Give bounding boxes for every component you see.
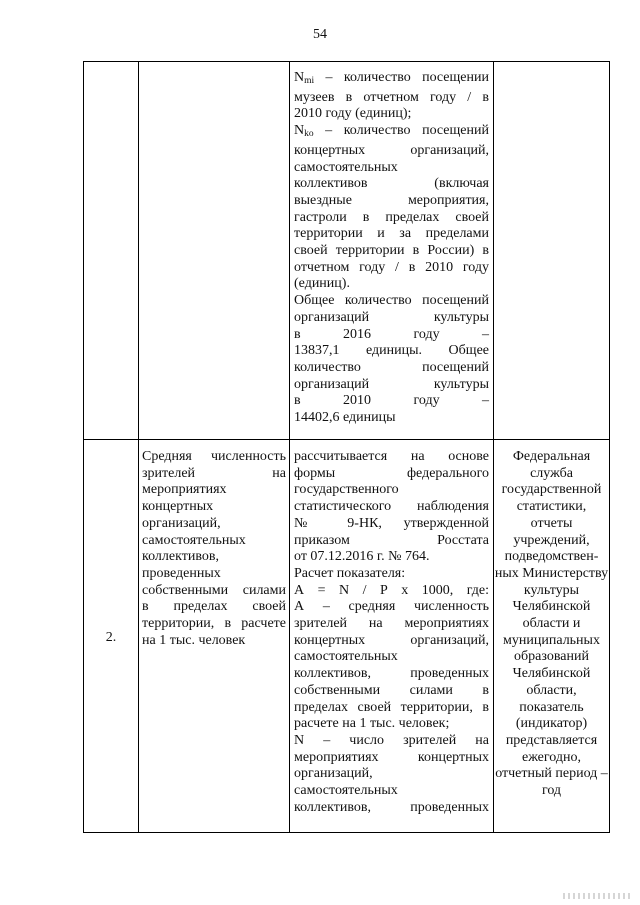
text-line: № 9-НК, утвержденной <box>294 515 489 531</box>
text-line: выездные мероприятия, <box>294 192 489 208</box>
source-line: Федеральная <box>512 449 591 464</box>
text-line: музеев в отчетном году / в <box>294 89 489 105</box>
source-line: отчеты <box>530 515 573 531</box>
text-line: самостоятельных <box>294 649 398 665</box>
row1-method-cell <box>294 70 489 427</box>
source-line: представляется <box>505 732 598 748</box>
row2-method-cell <box>294 449 489 816</box>
text-line: 13837,1 единицы. Общее <box>294 343 489 359</box>
text-line: зрителей на мероприятиях <box>294 616 489 632</box>
text-line: мероприятиях концертных <box>294 749 489 765</box>
source-line: области и <box>522 616 581 632</box>
text-line: организаций культуры <box>294 309 489 325</box>
text-line: расчете на 1 тыс. человек; <box>294 716 450 732</box>
line-text: – количество посещений <box>313 123 489 139</box>
source-line: служба <box>530 465 573 481</box>
text-line: от 07.12.2016 г. № 764. <box>294 549 430 565</box>
text-line: мероприятиях <box>142 482 227 498</box>
text-line: в 2016 году – <box>294 326 489 342</box>
text-line: Средняя численность <box>142 449 286 464</box>
subscript-text: ko <box>304 129 314 140</box>
text-line: собственными силами в <box>294 682 489 698</box>
text-line: А – средняя численность <box>294 599 489 615</box>
text-line: формы федерального <box>294 465 489 481</box>
text-line: рассчитывается на основе <box>294 449 489 464</box>
subscript-text: mi <box>304 76 315 86</box>
source-line: ежегодно, <box>521 749 582 765</box>
text-line: самостоятельных <box>294 783 398 799</box>
text-line: территории и за пределами <box>294 226 489 242</box>
text-line: 2010 году (единиц); <box>294 106 412 122</box>
row2-source-cell <box>494 449 609 800</box>
symbol-text: N <box>294 70 305 85</box>
symbol-text: N <box>294 123 305 139</box>
source-line: показатель <box>519 699 584 715</box>
text-line: коллективов (включая <box>294 176 489 192</box>
text-line: в 2010 году – <box>294 393 489 409</box>
text-line: статистического наблюдения <box>294 499 489 515</box>
text-line <box>294 123 489 143</box>
text-line: (единиц). <box>294 276 350 292</box>
text-line: Расчет показателя: <box>294 565 406 581</box>
source-line: культуры <box>523 582 580 598</box>
text-line: самостоятельных <box>142 532 246 548</box>
text-line: организаций, <box>142 515 221 531</box>
text-line: зрителей на <box>142 465 286 481</box>
source-line: учреждений, <box>513 532 590 548</box>
text-line: своей территории в России) в <box>294 243 489 259</box>
scan-artifact <box>563 893 633 899</box>
row-divider <box>83 439 610 440</box>
text-line: коллективов, проведенных <box>294 666 489 682</box>
table-left-border <box>83 61 84 833</box>
source-line: образований <box>514 649 589 665</box>
text-line: коллективов, <box>142 549 219 565</box>
line-text: – количество посещении <box>314 70 489 85</box>
text-line: самостоятельных <box>294 159 398 175</box>
text-line: коллективов, проведенных <box>294 799 489 815</box>
text-line: собственными силами <box>142 582 286 598</box>
source-line: Челябинской <box>512 599 591 615</box>
text-line: А = N / Р х 1000, где: <box>294 582 489 598</box>
text-line: в пределах своей <box>142 599 286 615</box>
source-line: год <box>541 783 562 799</box>
text-line: гастроли в пределах своей <box>294 209 489 225</box>
text-line: на 1 тыс. человек <box>142 632 246 648</box>
source-line: (индикатор) <box>515 716 588 732</box>
text-line: пределах своей территории, в <box>294 699 489 715</box>
source-line: Челябинской <box>512 666 591 682</box>
text-line: проведенных <box>142 565 221 581</box>
text-line: приказом Росстата <box>294 532 489 548</box>
text-line: количество посещений <box>294 359 489 375</box>
page-number: 54 <box>313 27 327 42</box>
text-line <box>294 70 489 90</box>
column-divider-1 <box>138 61 139 833</box>
source-line: ных Министерству <box>494 565 609 581</box>
table-bottom-border <box>83 832 610 833</box>
row2-number: 2. <box>105 630 117 645</box>
text-line: территории, в расчете <box>142 616 286 632</box>
text-line: Общее количество посещений <box>294 293 489 309</box>
row2-indicator-cell <box>142 449 286 649</box>
source-line: подведомствен- <box>504 549 599 565</box>
text-line: организаций культуры <box>294 376 489 392</box>
source-line: статистики, <box>516 499 587 515</box>
source-line: области, <box>526 682 577 698</box>
text-line: государственного <box>294 482 399 498</box>
text-line: концертных организаций, <box>294 632 489 648</box>
table-top-border <box>83 61 610 62</box>
column-divider-2 <box>289 61 290 833</box>
table-right-border <box>609 61 610 833</box>
text-line: концертных организаций, <box>294 142 489 158</box>
source-line: отчетный период – <box>495 766 608 782</box>
source-line: муниципальных <box>503 632 600 648</box>
text-line: 14402,6 единицы <box>294 410 396 426</box>
text-line: концертных <box>142 499 214 515</box>
source-line: государственной <box>501 482 602 498</box>
text-line: отчетном году / в 2010 году <box>294 259 489 275</box>
text-line: организаций, <box>294 766 373 782</box>
text-line: N – число зрителей на <box>294 732 489 748</box>
